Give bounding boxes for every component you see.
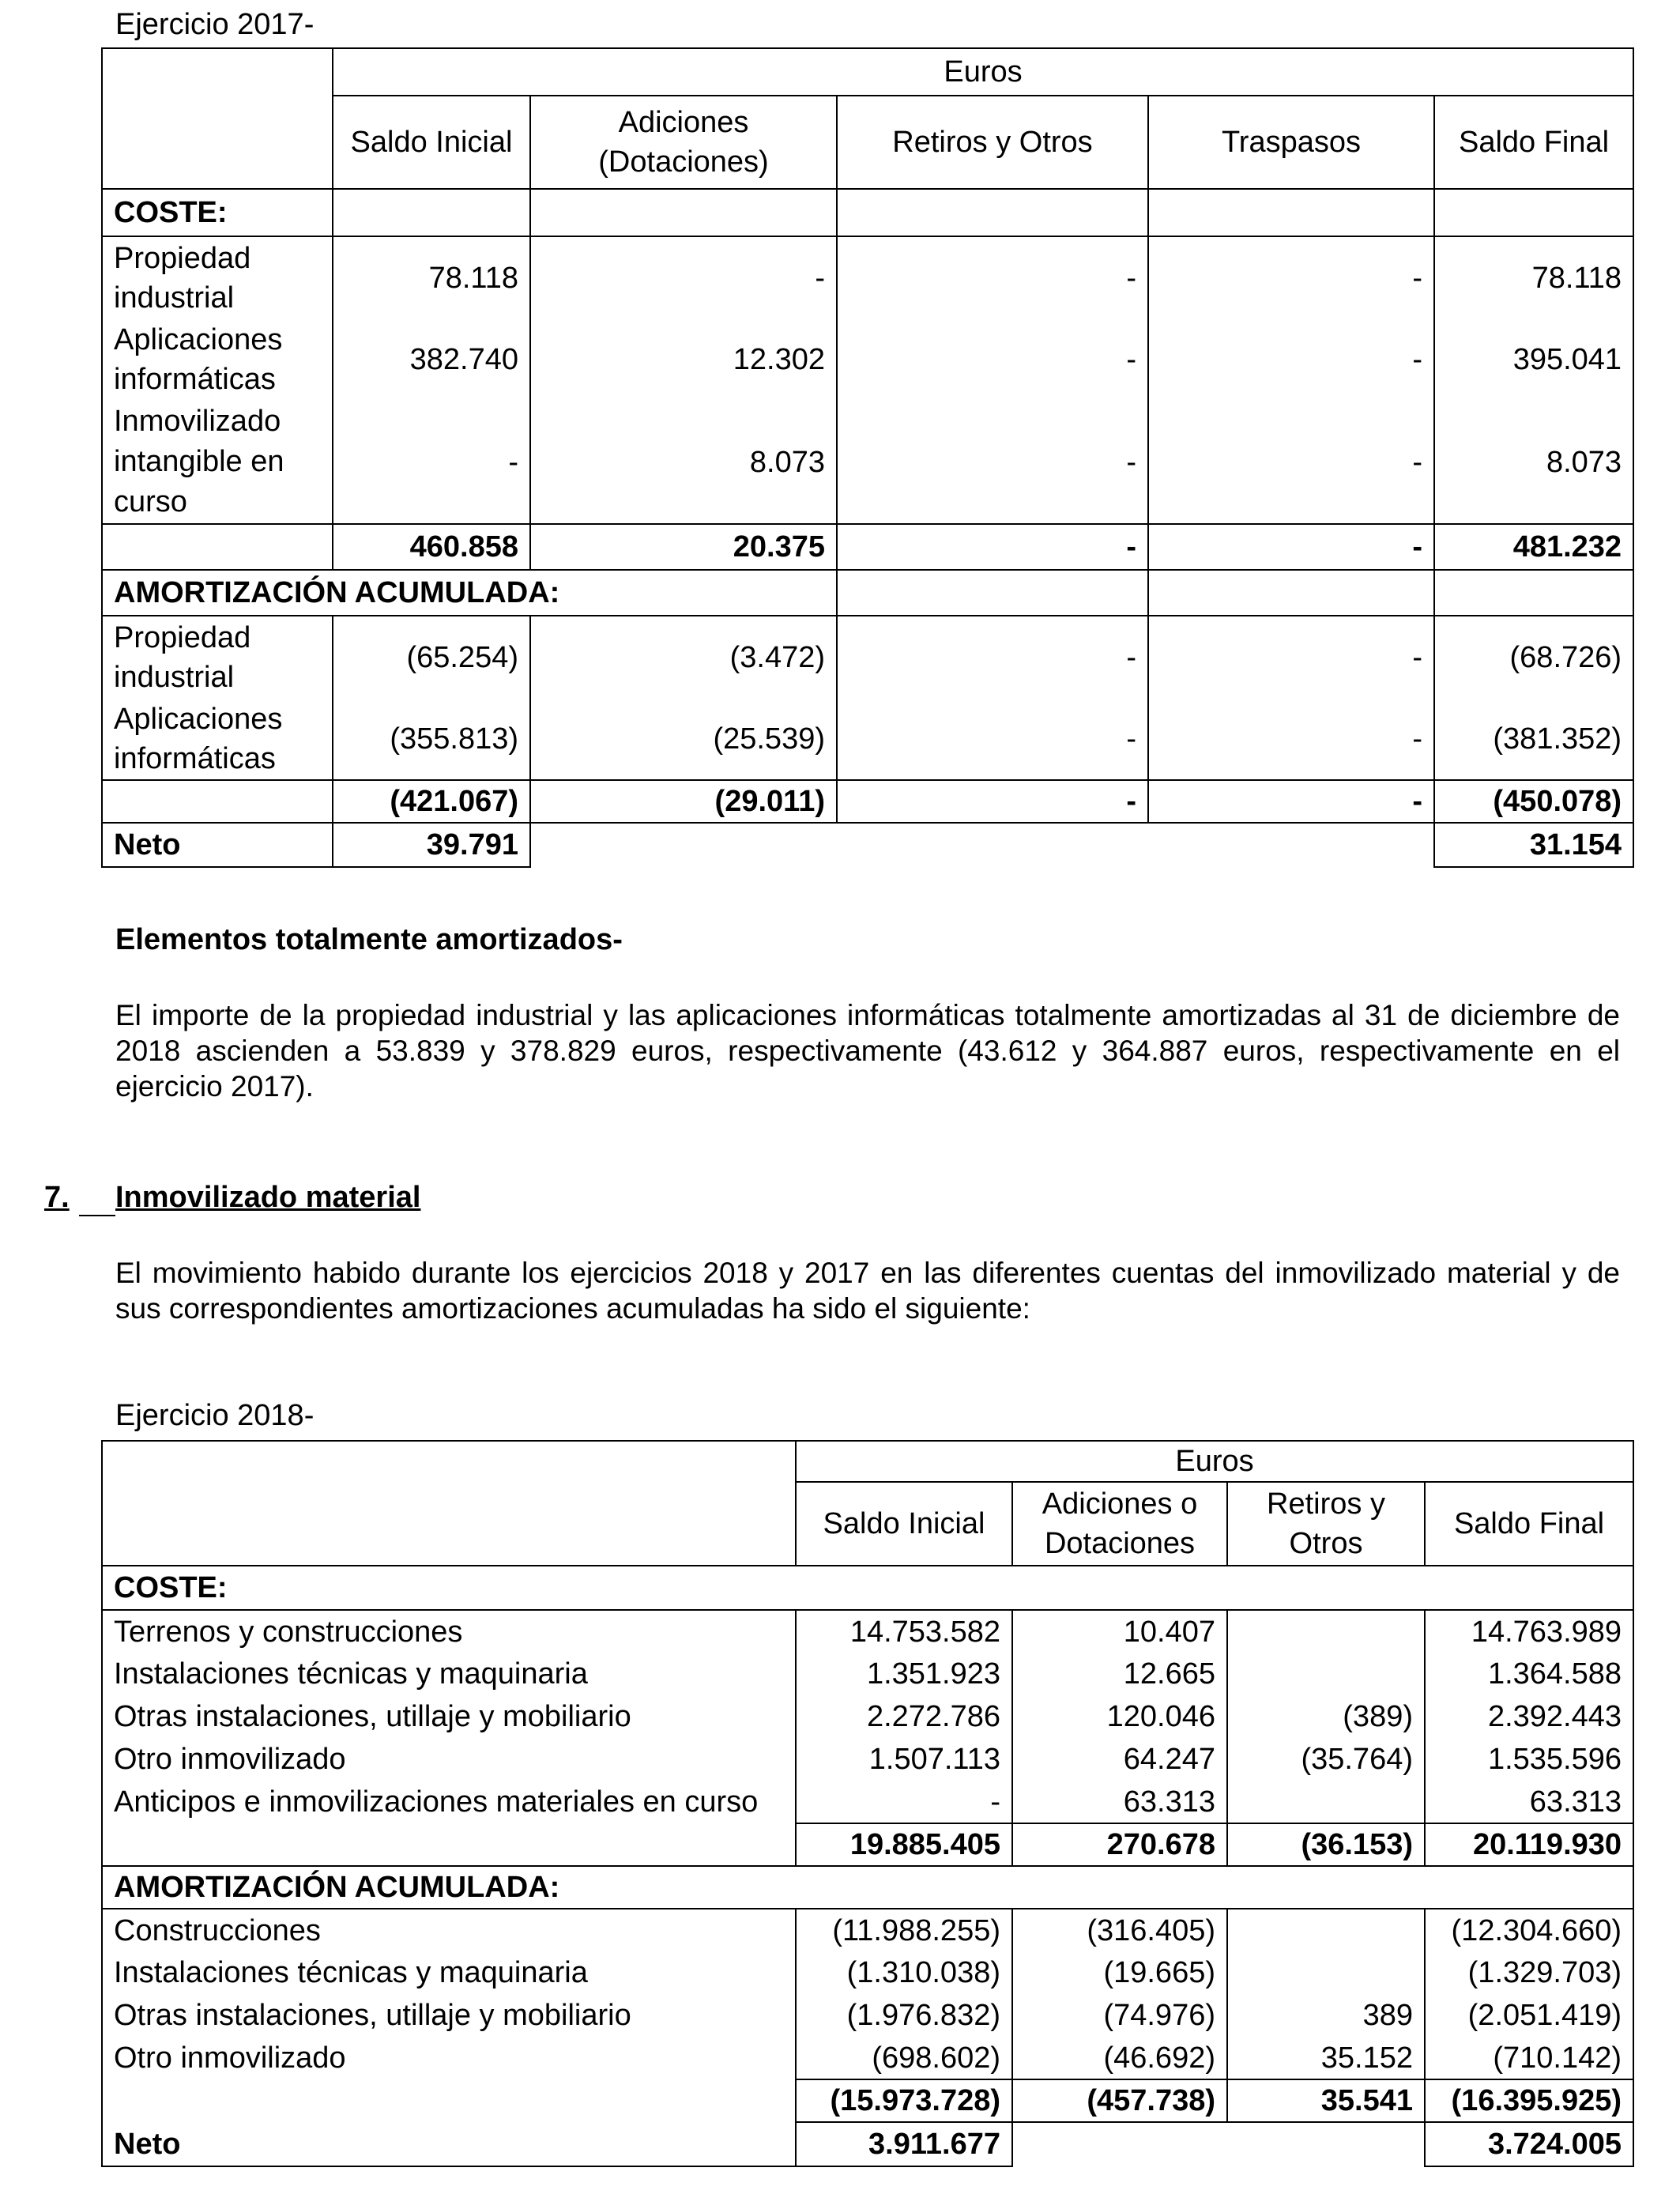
table-row [102, 1951, 1633, 1994]
total-row [102, 780, 1633, 823]
net-final: 3.724.005 [1425, 2122, 1633, 2166]
cell: 1.351.923 [796, 1653, 1012, 1695]
cell: - [837, 236, 1148, 319]
total-cell: 20.375 [530, 524, 837, 570]
row-label: Anticipos e inmovilizaciones materiales en curso [102, 1781, 796, 1823]
cell: 78.118 [333, 236, 530, 319]
row-label: Propiedad industrial [102, 236, 333, 319]
table-row [102, 616, 1633, 698]
section-label: AMORTIZACIÓN ACUMULADA: [102, 570, 530, 616]
cell: (74.976) [1012, 1994, 1227, 2037]
fully-amortized-heading: Elementos totalmente amortizados- [115, 923, 623, 956]
cell: (2.051.419) [1425, 1994, 1633, 2037]
cell: (19.665) [1012, 1951, 1227, 1994]
section-number: 7. [44, 1181, 70, 1214]
cell: - [530, 236, 837, 319]
cell: - [1148, 616, 1434, 698]
cell: 10.407 [1012, 1610, 1227, 1653]
cell: 8.073 [1434, 401, 1633, 524]
table-row [102, 1781, 1633, 1823]
section-label: COSTE: [102, 189, 333, 236]
row-label: Aplicaciones informáticas [102, 319, 333, 401]
table-row [102, 2037, 1633, 2079]
total-cell: (16.395.925) [1425, 2079, 1633, 2122]
row-label: Inmovilizado intangible en curso [102, 401, 333, 524]
cell: 2.272.786 [796, 1695, 1012, 1738]
total-cell: (457.738) [1012, 2079, 1227, 2122]
cell: (25.539) [530, 698, 837, 780]
total-cell: - [1148, 524, 1434, 570]
cell: (12.304.660) [1425, 1909, 1633, 1951]
cell: 12.302 [530, 319, 837, 401]
total-cell: - [837, 524, 1148, 570]
cell: (355.813) [333, 698, 530, 780]
row-label: Otro inmovilizado [102, 2037, 796, 2079]
cell: (3.472) [530, 616, 837, 698]
total-cell: 35.541 [1227, 2079, 1425, 2122]
table-row [102, 1610, 1633, 1653]
cell: 35.152 [1227, 2037, 1425, 2079]
table-row [102, 1653, 1633, 1695]
total-row [102, 2079, 1633, 2122]
cell: (11.988.255) [796, 1909, 1012, 1951]
cell: (1.329.703) [1425, 1951, 1633, 1994]
cell: 12.665 [1012, 1653, 1227, 1695]
cell: (1.310.038) [796, 1951, 1012, 1994]
total-cell: 270.678 [1012, 1823, 1227, 1866]
total-cell: (450.078) [1434, 780, 1633, 823]
section7-paragraph: El movimiento habido durante los ejercicios 2018 y 2017 en las diferentes cuentas del inmovilizado material y de sus correspondientes amortizaciones acumuladas ha sido el siguiente: [115, 1257, 1620, 1325]
cell [1227, 1610, 1425, 1653]
table-row [102, 401, 1633, 524]
cell: (316.405) [1012, 1909, 1227, 1951]
total-cell: (421.067) [333, 780, 530, 823]
cell: 78.118 [1434, 236, 1633, 319]
cell: - [1148, 698, 1434, 780]
total-cell: - [837, 780, 1148, 823]
table-2018-tangible [101, 1440, 1634, 2167]
table-2017-caption: Ejercicio 2017- [115, 8, 315, 41]
net-initial: 39.791 [333, 823, 530, 867]
col-header: Saldo Inicial [333, 96, 530, 189]
table-2017-intangible [101, 47, 1634, 868]
row-label: Instalaciones técnicas y maquinaria [102, 1653, 796, 1695]
col-header: Retiros y Otros [1227, 1482, 1425, 1566]
currency-header: Euros [796, 1441, 1633, 1482]
total-cell: 481.232 [1434, 524, 1633, 570]
cell: - [333, 401, 530, 524]
total-cell: (15.973.728) [796, 2079, 1012, 2122]
section-label: AMORTIZACIÓN ACUMULADA: [102, 1866, 1633, 1909]
col-header: Traspasos [1148, 96, 1434, 189]
table-row [102, 319, 1633, 401]
col-header: Saldo Inicial [796, 1482, 1012, 1566]
cell: 8.073 [530, 401, 837, 524]
cell: 63.313 [1425, 1781, 1633, 1823]
cell: 1.507.113 [796, 1738, 1012, 1781]
col-header: Saldo Final [1425, 1482, 1633, 1566]
row-label: Terrenos y construcciones [102, 1610, 796, 1653]
table-row [102, 1994, 1633, 2037]
row-label: Propiedad industrial [102, 616, 333, 698]
total-cell: (36.153) [1227, 1823, 1425, 1866]
cell: - [837, 616, 1148, 698]
table-row [102, 698, 1633, 780]
cell: (698.602) [796, 2037, 1012, 2079]
fully-amortized-paragraph: El importe de la propiedad industrial y las aplicaciones informáticas totalmente amortizadas al 31 de diciembre de 2018 ascienden a 53.839 y 378.829 euros, respectivamente (43.612 y 364.887 euros, respectivamente en el ejercicio 2017). [115, 999, 1620, 1103]
net-final: 31.154 [1434, 823, 1633, 867]
cell: - [837, 319, 1148, 401]
row-label: Otras instalaciones, utillaje y mobiliario [102, 1994, 796, 2037]
table-row [102, 1909, 1633, 1951]
section-label: COSTE: [102, 1566, 1633, 1610]
col-header: Adiciones (Dotaciones) [530, 96, 837, 189]
total-row [102, 1823, 1633, 1866]
col-header: Retiros y Otros [837, 96, 1148, 189]
cell: 64.247 [1012, 1738, 1227, 1781]
total-cell: 20.119.930 [1425, 1823, 1633, 1866]
cell: (46.692) [1012, 2037, 1227, 2079]
cell: - [796, 1781, 1012, 1823]
row-label: Aplicaciones informáticas [102, 698, 333, 780]
cell: - [1148, 319, 1434, 401]
cell: - [837, 698, 1148, 780]
section-underline [79, 1215, 115, 1216]
header-blank [102, 1441, 796, 1566]
cell: (389) [1227, 1695, 1425, 1738]
cell: (68.726) [1434, 616, 1633, 698]
cell: (710.142) [1425, 2037, 1633, 2079]
col-header: Saldo Final [1434, 96, 1633, 189]
cell: 14.753.582 [796, 1610, 1012, 1653]
cell: 395.041 [1434, 319, 1633, 401]
net-label: Neto [102, 2122, 796, 2166]
net-row [102, 823, 1633, 867]
cell: (35.764) [1227, 1738, 1425, 1781]
table-row [102, 236, 1633, 319]
net-initial: 3.911.677 [796, 2122, 1012, 2166]
cell: 14.763.989 [1425, 1610, 1633, 1653]
row-label: Otras instalaciones, utillaje y mobiliario [102, 1695, 796, 1738]
total-cell: 19.885.405 [796, 1823, 1012, 1866]
cell: - [1148, 401, 1434, 524]
cell: 63.313 [1012, 1781, 1227, 1823]
currency-header: Euros [333, 48, 1633, 96]
section-title: Inmovilizado material [115, 1181, 421, 1214]
cell: 2.392.443 [1425, 1695, 1633, 1738]
table-row [102, 1695, 1633, 1738]
cell [1227, 1951, 1425, 1994]
cell: (381.352) [1434, 698, 1633, 780]
cell: 389 [1227, 1994, 1425, 2037]
cell: 1.535.596 [1425, 1738, 1633, 1781]
row-label: Otro inmovilizado [102, 1738, 796, 1781]
row-label: Instalaciones técnicas y maquinaria [102, 1951, 796, 1994]
cell: (1.976.832) [796, 1994, 1012, 2037]
cell: 1.364.588 [1425, 1653, 1633, 1695]
cell [1227, 1653, 1425, 1695]
net-row [102, 2122, 1633, 2166]
table-row [102, 1738, 1633, 1781]
total-row [102, 524, 1633, 570]
row-label: Construcciones [102, 1909, 796, 1951]
table-2018-caption: Ejercicio 2018- [115, 1399, 315, 1432]
total-cell: 460.858 [333, 524, 530, 570]
cell: - [1148, 236, 1434, 319]
cell: (65.254) [333, 616, 530, 698]
col-header: Adiciones o Dotaciones [1012, 1482, 1227, 1566]
total-cell: (29.011) [530, 780, 837, 823]
total-cell: - [1148, 780, 1434, 823]
cell: 382.740 [333, 319, 530, 401]
net-label: Neto [102, 823, 333, 867]
cell: - [837, 401, 1148, 524]
cell [1227, 1909, 1425, 1951]
header-blank [102, 48, 333, 189]
cell: 120.046 [1012, 1695, 1227, 1738]
cell [1227, 1781, 1425, 1823]
